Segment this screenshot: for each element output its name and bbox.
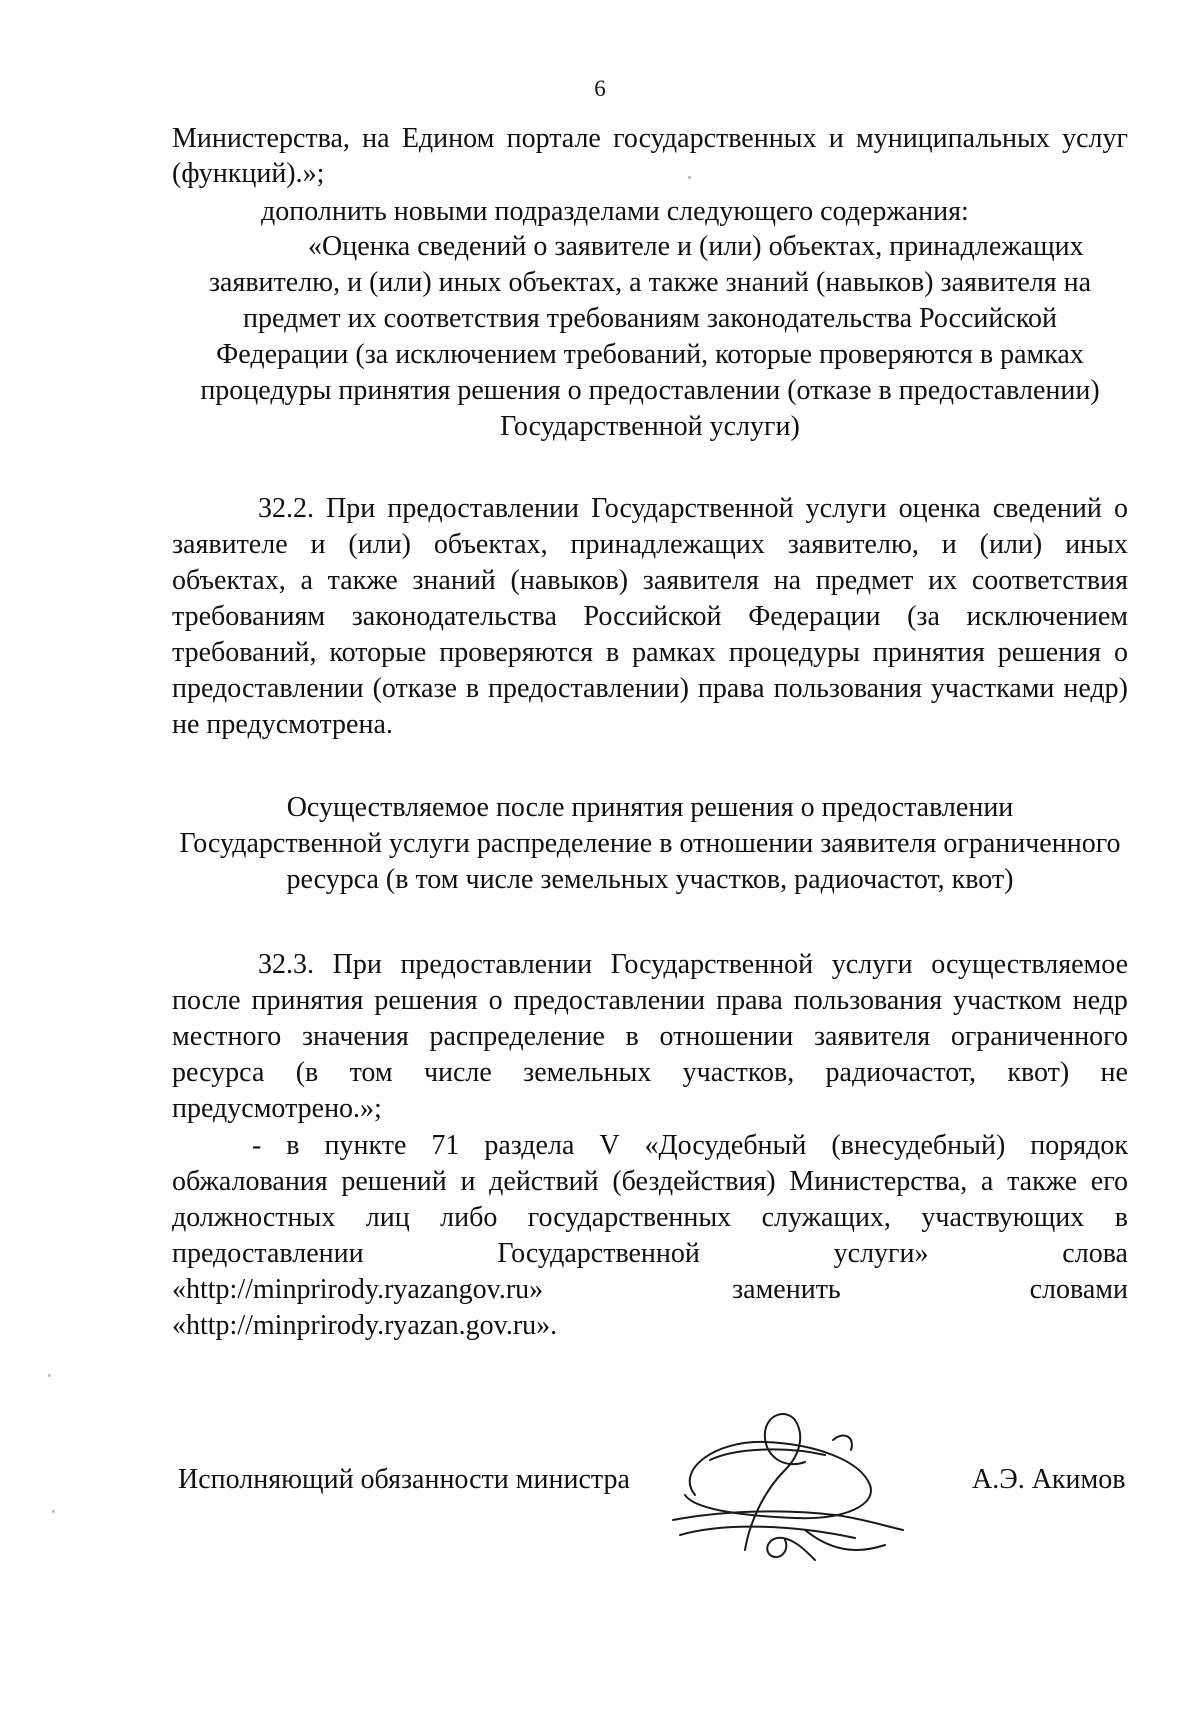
word: При xyxy=(326,493,376,524)
word: порядок xyxy=(1030,1130,1128,1161)
section-heading-line: заявителю, и (или) иных объектах, а также знаний (навыков) заявителя на xyxy=(208,267,1092,298)
word: сведений xyxy=(992,493,1102,524)
word: также xyxy=(327,565,398,596)
word: Министерства, xyxy=(789,1166,968,1197)
word: При xyxy=(332,949,382,980)
paragraph-line xyxy=(172,563,1128,599)
word: государственных xyxy=(527,1202,732,1233)
word: на xyxy=(773,565,802,596)
word: заявителю, xyxy=(787,529,919,560)
word: слова xyxy=(1062,1238,1128,1269)
word: распределение xyxy=(429,1021,605,1052)
scan-speck xyxy=(688,176,691,179)
signatory-name: А.Э. Акимов xyxy=(972,1464,1126,1495)
handwritten-signature xyxy=(655,1400,915,1580)
word: которые xyxy=(329,637,427,668)
word: лиц xyxy=(365,1202,410,1233)
word: - xyxy=(252,1130,262,1161)
word: недр) xyxy=(1063,673,1128,704)
word: (в xyxy=(295,1057,319,1088)
paragraph-line xyxy=(172,599,1128,635)
word: объектах, xyxy=(433,529,548,560)
paragraph-line xyxy=(172,1236,1128,1272)
word: права xyxy=(716,985,783,1016)
word: его xyxy=(1090,1166,1128,1197)
word: предоставлении xyxy=(400,949,593,980)
paragraph-line xyxy=(258,491,1128,527)
word: отношении xyxy=(659,1021,794,1052)
word: о xyxy=(1113,637,1128,668)
word: квот) xyxy=(1007,1057,1070,1088)
section-heading-line: ресурса (в том числе земельных участков, радиочастот, квот) xyxy=(286,864,1014,895)
section-heading-line: Государственной услуги) xyxy=(500,411,800,442)
word: Федерации xyxy=(748,601,881,632)
scan-speck xyxy=(52,1510,55,1513)
word: пункте xyxy=(324,1130,407,1161)
word: принадлежащих xyxy=(570,529,765,560)
word: действий xyxy=(489,1166,599,1197)
word: (или) xyxy=(348,529,411,560)
word: на xyxy=(362,123,390,154)
word: о xyxy=(1113,493,1128,524)
text-line: дополнить новыми подразделами следующего содержания: xyxy=(261,196,969,227)
word: услуги xyxy=(805,493,887,524)
paragraph-line xyxy=(172,1019,1128,1055)
word: радиочастот, xyxy=(825,1057,977,1088)
word: а xyxy=(300,565,313,596)
word: о xyxy=(488,985,503,1016)
word: исключением xyxy=(966,601,1128,632)
text-line xyxy=(172,121,1128,157)
word: решения xyxy=(997,637,1102,668)
word: раздела xyxy=(484,1130,575,1161)
word: недр xyxy=(1072,985,1128,1016)
section-heading-line: Федерации (за исключением требований, которые проверяются в рамках xyxy=(216,339,1084,370)
paragraph-line xyxy=(172,1200,1128,1236)
word: 32.3. xyxy=(258,949,314,980)
word: их xyxy=(928,565,958,596)
word: заменить xyxy=(732,1274,841,1305)
word: знаний xyxy=(412,565,496,596)
text-line: (функций).»; xyxy=(172,158,325,189)
paragraph-line: предусмотрено.»; xyxy=(172,1093,382,1124)
word: том xyxy=(349,1057,393,1088)
word: Государственной xyxy=(591,493,794,524)
word: земельных xyxy=(523,1057,652,1088)
paragraph-line xyxy=(258,947,1128,983)
word: словами xyxy=(1029,1274,1128,1305)
word: в xyxy=(606,637,620,668)
word: 71 xyxy=(431,1130,460,1161)
word: ограниченного xyxy=(950,1021,1128,1052)
word: «http://minprirody.ryazangov.ru» xyxy=(172,1274,544,1305)
word: предоставлении xyxy=(387,493,579,524)
word: оценка xyxy=(898,493,981,524)
section-heading-line: Осуществляемое после принятия решения о предоставлении xyxy=(286,792,1014,823)
paragraph-line xyxy=(172,983,1128,1019)
word: предоставлении xyxy=(172,673,364,704)
word: процедуры xyxy=(728,637,860,668)
word: местного xyxy=(172,1021,282,1052)
word: услуг xyxy=(1062,123,1128,154)
word: участками xyxy=(930,673,1055,704)
word: обжалования xyxy=(172,1166,328,1197)
word: пользования xyxy=(773,673,922,704)
paragraph-line xyxy=(252,1128,1128,1164)
word: либо xyxy=(440,1202,498,1233)
paragraph-line xyxy=(172,635,1128,671)
paragraph-line xyxy=(172,1272,1128,1308)
word: предоставлении xyxy=(513,985,706,1016)
signatory-title: Исполняющий обязанности министра xyxy=(178,1464,630,1495)
word: услуги xyxy=(831,949,913,980)
word: V xyxy=(599,1130,620,1161)
word: (отказе xyxy=(372,673,457,704)
word: предоставлении xyxy=(172,1238,364,1269)
word: и xyxy=(941,529,957,560)
word: требованиям xyxy=(172,601,326,632)
word: права xyxy=(697,673,765,704)
word: проверяются xyxy=(439,637,594,668)
word: должностных xyxy=(172,1202,336,1233)
word: заявителя xyxy=(642,565,759,596)
word: Государственной xyxy=(497,1238,700,1269)
word: значения xyxy=(302,1021,409,1052)
paragraph-line xyxy=(172,1164,1128,1200)
word: «Досудебный xyxy=(644,1130,807,1161)
paragraph-line xyxy=(172,527,1128,563)
word: также xyxy=(1007,1166,1078,1197)
word: Российской xyxy=(583,601,722,632)
paragraph-line xyxy=(172,1055,1128,1091)
word: заявителя xyxy=(814,1021,931,1052)
word: решений xyxy=(341,1166,447,1197)
word: Государственной xyxy=(610,949,814,980)
word: и xyxy=(310,529,326,560)
word: (бездействия) xyxy=(612,1166,776,1197)
word: после xyxy=(172,985,241,1016)
word: принятия xyxy=(872,637,985,668)
section-heading-line: «Оценка сведений о заявителе и (или) объектах, принадлежащих xyxy=(308,231,1084,262)
word: участвующих xyxy=(921,1202,1085,1233)
word: ресурса xyxy=(172,1057,265,1088)
word: соответствия xyxy=(971,565,1128,596)
word: объектах, xyxy=(172,565,286,596)
word: в xyxy=(1114,1202,1128,1233)
word: и xyxy=(460,1166,476,1197)
scan-speck xyxy=(48,1374,51,1377)
word: в xyxy=(465,673,480,704)
section-heading-line: предмет их соответствия требованиям законодательства Российской xyxy=(243,303,1057,334)
word: не xyxy=(1100,1057,1128,1088)
word: портале xyxy=(506,123,601,154)
word: рамках xyxy=(632,637,716,668)
word: в xyxy=(625,1021,639,1052)
word: служащих, xyxy=(761,1202,891,1233)
paragraph-line: не предусмотрена. xyxy=(172,709,393,740)
word: в xyxy=(286,1130,300,1161)
word: участков, xyxy=(682,1057,795,1088)
word: иных xyxy=(1065,529,1128,560)
paragraph-line xyxy=(172,671,1128,707)
paragraph-line: «http://minprirody.ryazan.gov.ru». xyxy=(172,1310,558,1341)
word: участком xyxy=(953,985,1062,1016)
word: (или) xyxy=(979,529,1043,560)
word: принятия xyxy=(251,985,364,1016)
word: (навыков) xyxy=(510,565,629,596)
word: осуществляемое xyxy=(931,949,1128,980)
word: предоставлении) xyxy=(488,673,689,704)
word: а xyxy=(980,1166,994,1197)
word: требований, xyxy=(172,637,317,668)
word: предмет xyxy=(815,565,914,596)
word: законодательства xyxy=(351,601,557,632)
word: (внесудебный) xyxy=(831,1130,1006,1161)
word: (за xyxy=(907,601,940,632)
word: государственных xyxy=(613,123,817,154)
section-heading-line: Государственной услуги распределение в отношении заявителя ограниченного xyxy=(179,828,1121,859)
word: числе xyxy=(423,1057,492,1088)
word: муниципальных xyxy=(855,123,1050,154)
section-heading-line: процедуры принятия решения о предоставлении (отказе в предоставлении) xyxy=(200,375,1100,406)
word: решения xyxy=(374,985,478,1016)
page-number: 6 xyxy=(594,76,606,101)
word: 32.2. xyxy=(258,493,314,524)
word: Едином xyxy=(401,123,495,154)
word: услуги» xyxy=(833,1238,929,1269)
word: пользования xyxy=(793,985,943,1016)
word: заявителе xyxy=(172,529,288,560)
word: Министерства, xyxy=(172,123,350,154)
word: и xyxy=(828,123,844,154)
